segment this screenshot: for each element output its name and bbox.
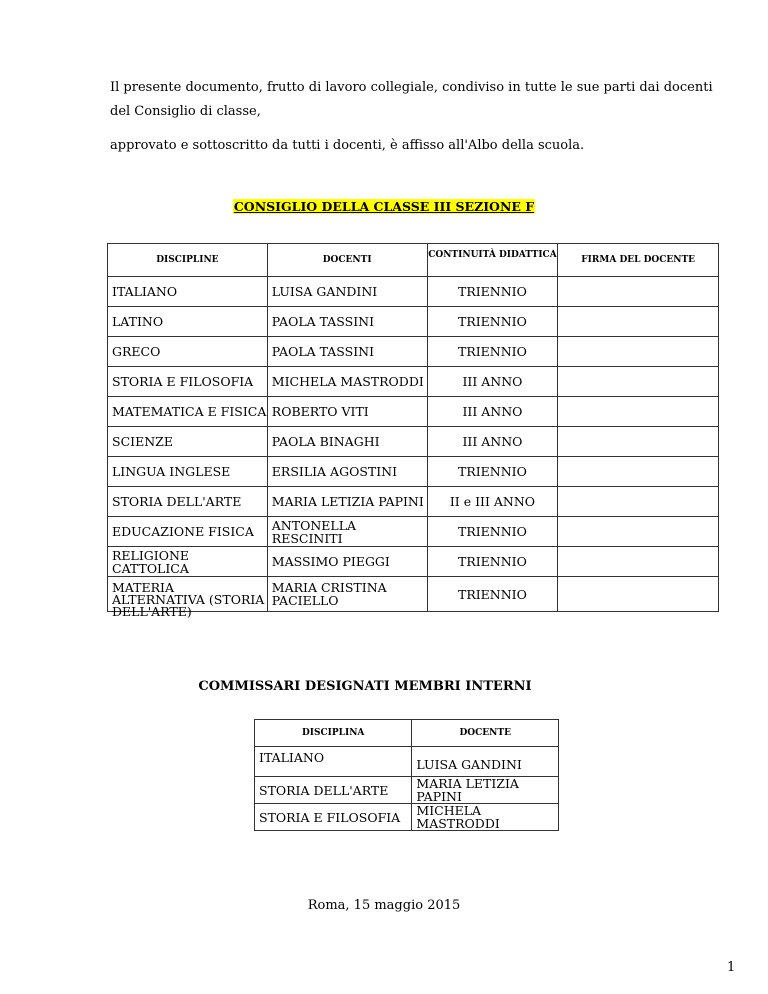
docente-cell: ERSILIA AGOSTINI (267, 457, 427, 487)
disciplina-cell: STORIA DELL'ARTE (255, 777, 412, 804)
continuita-cell: TRIENNIO (427, 337, 558, 367)
firma-cell[interactable] (558, 277, 719, 307)
docente-cell: LUISA GANDINI (412, 747, 559, 777)
disciplina-cell: LATINO (108, 307, 268, 337)
disciplina-cell (108, 577, 268, 619)
table-row (108, 277, 719, 307)
table-row (108, 427, 719, 457)
table-row (255, 804, 559, 831)
firma-cell[interactable] (558, 367, 719, 397)
table-row (108, 577, 719, 612)
commissari-table (254, 719, 559, 831)
firma-cell[interactable] (558, 487, 719, 517)
disciplina-cell: STORIA DELL'ARTE (108, 487, 268, 517)
continuita-cell: TRIENNIO (427, 547, 558, 577)
firma-cell[interactable] (558, 577, 719, 612)
continuita-cell: III ANNO (427, 367, 558, 397)
docente-cell: MASSIMO PIEGGI (267, 547, 427, 577)
continuita-cell: TRIENNIO (427, 517, 558, 547)
firma-cell[interactable] (558, 337, 719, 367)
header-docente: DOCENTE (412, 720, 559, 747)
place-date: Roma, 15 maggio 2015 (307, 898, 461, 913)
disciplina-cell: SCIENZE (108, 427, 268, 457)
table-row (108, 487, 719, 517)
header-docenti: DOCENTI (267, 244, 427, 277)
docente-cell: PAOLA TASSINI (267, 337, 427, 367)
disciplina-cell: STORIA E FILOSOFIA (108, 367, 268, 397)
docente-cell: MARIA CRISTINA PACIELLO (267, 577, 427, 612)
docente-cell: LUISA GANDINI (267, 277, 427, 307)
disciplina-cell: MATEMATICA E FISICA (108, 397, 268, 427)
header-firma: FIRMA DEL DOCENTE (558, 244, 719, 277)
docente-cell: PAOLA TASSINI (267, 307, 427, 337)
continuita-cell: III ANNO (427, 427, 558, 457)
table-row (108, 547, 719, 577)
consiglio-heading (0, 196, 768, 215)
disciplina-cell: ITALIANO (108, 277, 268, 307)
consiglio-table (107, 243, 719, 619)
firma-cell[interactable] (558, 457, 719, 487)
firma-cell[interactable] (558, 517, 719, 547)
continuita-cell: II e III ANNO (427, 487, 558, 517)
page-number: 1 (727, 960, 736, 975)
table-row (108, 307, 719, 337)
firma-cell[interactable] (558, 397, 719, 427)
header-continuita (427, 244, 558, 277)
table-row (108, 337, 719, 367)
disciplina-cell: EDUCAZIONE FISICA (108, 517, 268, 547)
disciplina-text: MATERIA ALTERNATIVA (STORIA DELL'ARTE) (112, 579, 265, 619)
table-row (108, 517, 719, 547)
firma-cell[interactable] (558, 547, 719, 577)
disciplina-cell: GRECO (108, 337, 268, 367)
header-discipline: DISCIPLINE (108, 244, 268, 277)
continuita-cell: III ANNO (427, 397, 558, 427)
consiglio-header-row (108, 244, 719, 277)
intro-paragraph-1: Il presente documento, frutto di lavoro collegiale, condiviso in tutte le sue parti dai docenti del Consiglio di classe, (110, 80, 713, 119)
docente-cell: MARIA LETIZIA PAPINI (412, 777, 559, 804)
table-row (255, 747, 559, 777)
table-row (108, 397, 719, 427)
continuita-cell: TRIENNIO (427, 577, 558, 612)
docente-cell: ROBERTO VITI (267, 397, 427, 427)
disciplina-cell: RELIGIONE CATTOLICA (108, 547, 268, 577)
docente-cell: PAOLA BINAGHI (267, 427, 427, 457)
docente-cell: MARIA LETIZIA PAPINI (267, 487, 427, 517)
header-continuita-label: CONTINUITÀ DIDATTICA (428, 250, 557, 260)
disciplina-cell: LINGUA INGLESE (108, 457, 268, 487)
table-row (108, 457, 719, 487)
intro-paragraph-2: approvato e sottoscritto da tutti i docenti, è affisso all'Albo della scuola. (110, 138, 585, 153)
docente-cell: ANTONELLA RESCINITI (267, 517, 427, 547)
commissari-header-row (255, 720, 559, 747)
continuita-cell: TRIENNIO (427, 457, 558, 487)
docente-cell: MICHELA MASTRODDI (412, 804, 559, 831)
consiglio-title: CONSIGLIO DELLA CLASSE III SEZIONE F (233, 199, 535, 214)
docente-cell: MICHELA MASTRODDI (267, 367, 427, 397)
disciplina-cell: ITALIANO (255, 747, 412, 777)
firma-cell[interactable] (558, 427, 719, 457)
commissari-title: COMMISSARI DESIGNATI MEMBRI INTERNI (198, 679, 532, 694)
firma-cell[interactable] (558, 307, 719, 337)
continuita-cell: TRIENNIO (427, 277, 558, 307)
continuita-cell: TRIENNIO (427, 307, 558, 337)
header-disciplina: DISCIPLINA (255, 720, 412, 747)
table-row (108, 367, 719, 397)
table-row (255, 777, 559, 804)
disciplina-cell: STORIA E FILOSOFIA (255, 804, 412, 831)
